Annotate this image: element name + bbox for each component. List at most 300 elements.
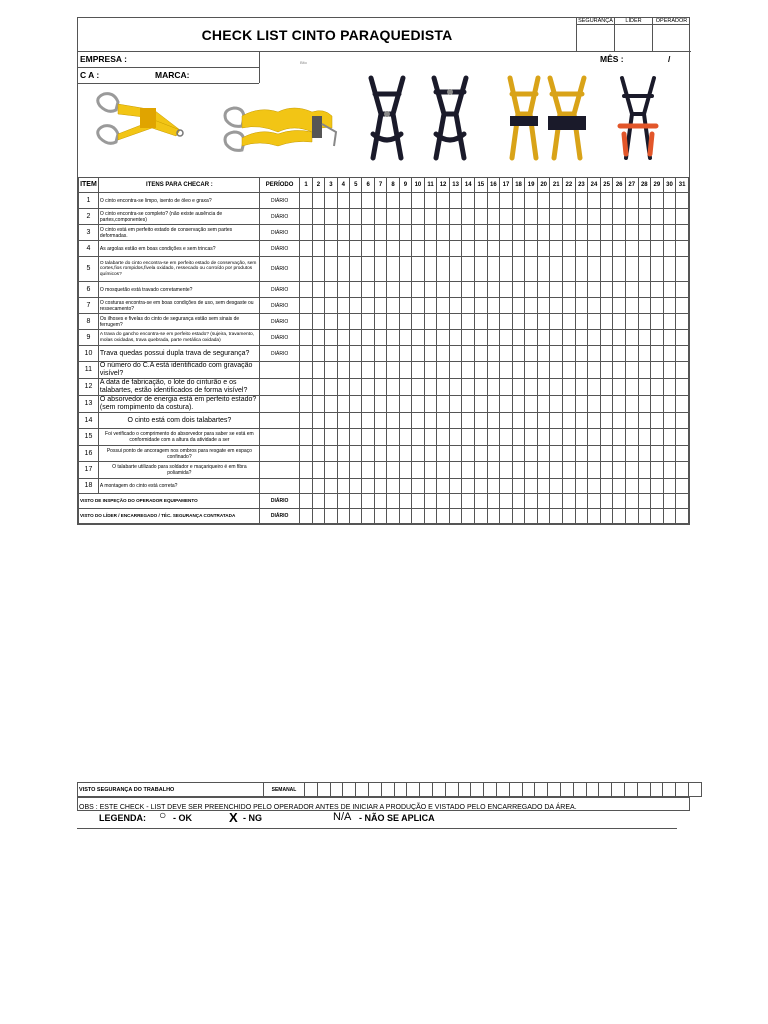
check-cell[interactable] (625, 209, 638, 225)
check-cell[interactable] (350, 379, 362, 396)
check-cell[interactable] (600, 282, 613, 298)
check-cell[interactable] (387, 241, 399, 257)
check-cell[interactable] (613, 379, 626, 396)
check-cell[interactable] (638, 241, 651, 257)
check-cell[interactable] (424, 282, 437, 298)
check-cell[interactable] (374, 446, 386, 462)
check-cell[interactable] (550, 446, 563, 462)
check-cell[interactable] (487, 282, 500, 298)
check-cell[interactable] (663, 413, 676, 429)
check-cell[interactable] (575, 346, 588, 362)
check-cell[interactable] (300, 509, 312, 524)
check-cell[interactable] (651, 494, 664, 509)
check-cell[interactable] (676, 209, 689, 225)
check-cell[interactable] (613, 257, 626, 282)
check-cell[interactable] (600, 479, 613, 494)
check-cell[interactable] (337, 193, 349, 209)
check-cell[interactable] (462, 257, 475, 282)
check-cell[interactable] (625, 396, 638, 413)
check-cell[interactable] (487, 509, 500, 524)
check-cell[interactable] (312, 193, 324, 209)
check-cell[interactable] (651, 298, 664, 314)
check-cell[interactable] (374, 509, 386, 524)
check-cell[interactable] (676, 479, 689, 494)
check-cell[interactable] (676, 241, 689, 257)
check-cell[interactable] (600, 494, 613, 509)
check-cell[interactable] (625, 241, 638, 257)
check-cell[interactable] (588, 346, 601, 362)
check-cell[interactable] (374, 462, 386, 479)
check-cell[interactable] (387, 346, 399, 362)
check-cell[interactable] (575, 429, 588, 446)
check-cell[interactable] (676, 282, 689, 298)
check-cell[interactable] (449, 241, 462, 257)
check-cell[interactable] (449, 209, 462, 225)
check-cell[interactable] (300, 396, 312, 413)
check-cell[interactable] (537, 241, 550, 257)
check-cell[interactable] (676, 509, 689, 524)
check-cell[interactable] (462, 509, 475, 524)
check-cell[interactable] (325, 494, 337, 509)
check-cell[interactable] (599, 783, 612, 797)
check-cell[interactable] (350, 429, 362, 446)
check-cell[interactable] (500, 362, 513, 379)
check-cell[interactable] (651, 396, 664, 413)
check-cell[interactable] (550, 396, 563, 413)
check-cell[interactable] (312, 314, 324, 330)
check-cell[interactable] (412, 241, 425, 257)
check-cell[interactable] (487, 241, 500, 257)
check-cell[interactable] (462, 330, 475, 346)
check-cell[interactable] (512, 446, 525, 462)
check-cell[interactable] (575, 509, 588, 524)
check-cell[interactable] (300, 298, 312, 314)
check-cell[interactable] (663, 330, 676, 346)
check-cell[interactable] (317, 783, 330, 797)
check-cell[interactable] (525, 298, 538, 314)
check-cell[interactable] (462, 241, 475, 257)
check-cell[interactable] (512, 429, 525, 446)
signature-lider[interactable] (614, 18, 652, 51)
check-cell[interactable] (638, 330, 651, 346)
check-cell[interactable] (300, 209, 312, 225)
check-cell[interactable] (550, 314, 563, 330)
check-cell[interactable] (651, 209, 664, 225)
check-cell[interactable] (399, 257, 411, 282)
check-cell[interactable] (424, 462, 437, 479)
check-cell[interactable] (337, 462, 349, 479)
check-cell[interactable] (350, 225, 362, 241)
check-cell[interactable] (462, 282, 475, 298)
check-cell[interactable] (437, 209, 450, 225)
check-cell[interactable] (651, 429, 664, 446)
check-cell[interactable] (487, 462, 500, 479)
check-cell[interactable] (449, 379, 462, 396)
check-cell[interactable] (638, 209, 651, 225)
check-cell[interactable] (663, 225, 676, 241)
check-cell[interactable] (600, 257, 613, 282)
check-cell[interactable] (575, 446, 588, 462)
check-cell[interactable] (437, 446, 450, 462)
check-cell[interactable] (663, 396, 676, 413)
check-cell[interactable] (487, 479, 500, 494)
check-cell[interactable] (407, 783, 420, 797)
check-cell[interactable] (337, 509, 349, 524)
check-cell[interactable] (500, 225, 513, 241)
check-cell[interactable] (350, 413, 362, 429)
check-cell[interactable] (638, 225, 651, 241)
check-cell[interactable] (350, 314, 362, 330)
check-cell[interactable] (588, 314, 601, 330)
check-cell[interactable] (550, 209, 563, 225)
check-cell[interactable] (676, 314, 689, 330)
check-cell[interactable] (412, 479, 425, 494)
check-cell[interactable] (625, 413, 638, 429)
check-cell[interactable] (475, 446, 488, 462)
check-cell[interactable] (575, 225, 588, 241)
check-cell[interactable] (325, 314, 337, 330)
check-cell[interactable] (625, 362, 638, 379)
check-cell[interactable] (412, 282, 425, 298)
check-cell[interactable] (300, 494, 312, 509)
check-cell[interactable] (613, 429, 626, 446)
check-cell[interactable] (588, 379, 601, 396)
check-cell[interactable] (651, 479, 664, 494)
check-cell[interactable] (462, 379, 475, 396)
check-cell[interactable] (651, 379, 664, 396)
check-cell[interactable] (350, 446, 362, 462)
check-cell[interactable] (475, 462, 488, 479)
check-cell[interactable] (424, 241, 437, 257)
check-cell[interactable] (600, 193, 613, 209)
check-cell[interactable] (550, 509, 563, 524)
check-cell[interactable] (412, 298, 425, 314)
check-cell[interactable] (387, 193, 399, 209)
check-cell[interactable] (325, 298, 337, 314)
check-cell[interactable] (676, 462, 689, 479)
check-cell[interactable] (387, 379, 399, 396)
check-cell[interactable] (337, 241, 349, 257)
check-cell[interactable] (663, 282, 676, 298)
check-cell[interactable] (588, 446, 601, 462)
check-cell[interactable] (537, 446, 550, 462)
check-cell[interactable] (638, 446, 651, 462)
check-cell[interactable] (362, 209, 374, 225)
check-cell[interactable] (437, 413, 450, 429)
check-cell[interactable] (588, 413, 601, 429)
check-cell[interactable] (525, 429, 538, 446)
check-cell[interactable] (424, 413, 437, 429)
check-cell[interactable] (563, 379, 576, 396)
check-cell[interactable] (563, 330, 576, 346)
check-cell[interactable] (330, 783, 343, 797)
check-cell[interactable] (563, 346, 576, 362)
check-cell[interactable] (600, 314, 613, 330)
check-cell[interactable] (487, 346, 500, 362)
check-cell[interactable] (676, 193, 689, 209)
check-cell[interactable] (563, 298, 576, 314)
check-cell[interactable] (362, 257, 374, 282)
check-cell[interactable] (487, 209, 500, 225)
check-cell[interactable] (350, 330, 362, 346)
check-cell[interactable] (663, 209, 676, 225)
check-cell[interactable] (563, 509, 576, 524)
check-cell[interactable] (350, 346, 362, 362)
check-cell[interactable] (374, 362, 386, 379)
check-cell[interactable] (613, 413, 626, 429)
check-cell[interactable] (424, 379, 437, 396)
check-cell[interactable] (312, 429, 324, 446)
check-cell[interactable] (663, 509, 676, 524)
check-cell[interactable] (550, 413, 563, 429)
check-cell[interactable] (575, 314, 588, 330)
check-cell[interactable] (500, 462, 513, 479)
check-cell[interactable] (424, 346, 437, 362)
check-cell[interactable] (625, 193, 638, 209)
check-cell[interactable] (362, 396, 374, 413)
check-cell[interactable] (613, 462, 626, 479)
check-cell[interactable] (663, 446, 676, 462)
check-cell[interactable] (638, 282, 651, 298)
check-cell[interactable] (437, 330, 450, 346)
check-cell[interactable] (462, 413, 475, 429)
check-cell[interactable] (475, 193, 488, 209)
check-cell[interactable] (537, 225, 550, 241)
check-cell[interactable] (350, 509, 362, 524)
check-cell[interactable] (487, 396, 500, 413)
check-cell[interactable] (300, 257, 312, 282)
check-cell[interactable] (525, 509, 538, 524)
check-cell[interactable] (350, 241, 362, 257)
check-cell[interactable] (337, 446, 349, 462)
check-cell[interactable] (663, 783, 676, 797)
check-cell[interactable] (374, 330, 386, 346)
check-cell[interactable] (600, 330, 613, 346)
check-cell[interactable] (600, 379, 613, 396)
check-cell[interactable] (424, 446, 437, 462)
check-cell[interactable] (487, 494, 500, 509)
check-cell[interactable] (362, 479, 374, 494)
check-cell[interactable] (487, 193, 500, 209)
check-cell[interactable] (325, 209, 337, 225)
check-cell[interactable] (676, 330, 689, 346)
check-cell[interactable] (625, 346, 638, 362)
check-cell[interactable] (625, 282, 638, 298)
check-cell[interactable] (399, 241, 411, 257)
check-cell[interactable] (300, 479, 312, 494)
check-cell[interactable] (399, 396, 411, 413)
check-cell[interactable] (362, 346, 374, 362)
check-cell[interactable] (399, 225, 411, 241)
check-cell[interactable] (362, 429, 374, 446)
check-cell[interactable] (449, 257, 462, 282)
check-cell[interactable] (387, 413, 399, 429)
check-cell[interactable] (512, 509, 525, 524)
check-cell[interactable] (638, 429, 651, 446)
check-cell[interactable] (560, 783, 573, 797)
check-cell[interactable] (575, 494, 588, 509)
check-cell[interactable] (458, 783, 471, 797)
check-cell[interactable] (512, 241, 525, 257)
check-cell[interactable] (550, 257, 563, 282)
check-cell[interactable] (475, 298, 488, 314)
check-cell[interactable] (663, 362, 676, 379)
check-cell[interactable] (525, 257, 538, 282)
check-cell[interactable] (337, 330, 349, 346)
check-cell[interactable] (537, 209, 550, 225)
check-cell[interactable] (563, 225, 576, 241)
check-cell[interactable] (537, 314, 550, 330)
check-cell[interactable] (600, 509, 613, 524)
check-cell[interactable] (537, 462, 550, 479)
check-cell[interactable] (522, 783, 535, 797)
check-cell[interactable] (638, 314, 651, 330)
check-cell[interactable] (462, 462, 475, 479)
check-cell[interactable] (550, 494, 563, 509)
check-cell[interactable] (512, 314, 525, 330)
check-cell[interactable] (350, 282, 362, 298)
check-cell[interactable] (362, 330, 374, 346)
check-cell[interactable] (663, 479, 676, 494)
check-cell[interactable] (537, 298, 550, 314)
check-cell[interactable] (637, 783, 650, 797)
check-cell[interactable] (475, 479, 488, 494)
check-cell[interactable] (462, 396, 475, 413)
check-cell[interactable] (563, 314, 576, 330)
check-cell[interactable] (537, 509, 550, 524)
check-cell[interactable] (525, 346, 538, 362)
check-cell[interactable] (512, 330, 525, 346)
check-cell[interactable] (356, 783, 369, 797)
check-cell[interactable] (550, 479, 563, 494)
check-cell[interactable] (362, 314, 374, 330)
check-cell[interactable] (550, 379, 563, 396)
check-cell[interactable] (512, 379, 525, 396)
check-cell[interactable] (412, 225, 425, 241)
check-cell[interactable] (573, 783, 586, 797)
check-cell[interactable] (676, 257, 689, 282)
check-cell[interactable] (399, 314, 411, 330)
check-cell[interactable] (300, 362, 312, 379)
check-cell[interactable] (600, 446, 613, 462)
check-cell[interactable] (362, 494, 374, 509)
check-cell[interactable] (525, 379, 538, 396)
check-cell[interactable] (325, 509, 337, 524)
check-cell[interactable] (449, 494, 462, 509)
check-cell[interactable] (412, 346, 425, 362)
check-cell[interactable] (412, 209, 425, 225)
check-cell[interactable] (350, 193, 362, 209)
check-cell[interactable] (337, 314, 349, 330)
check-cell[interactable] (449, 193, 462, 209)
check-cell[interactable] (449, 462, 462, 479)
check-cell[interactable] (500, 257, 513, 282)
check-cell[interactable] (484, 783, 497, 797)
check-cell[interactable] (424, 362, 437, 379)
check-cell[interactable] (676, 396, 689, 413)
check-cell[interactable] (676, 783, 689, 797)
check-cell[interactable] (462, 193, 475, 209)
check-cell[interactable] (350, 362, 362, 379)
check-cell[interactable] (387, 479, 399, 494)
check-cell[interactable] (600, 209, 613, 225)
check-cell[interactable] (449, 446, 462, 462)
check-cell[interactable] (387, 257, 399, 282)
check-cell[interactable] (663, 494, 676, 509)
check-cell[interactable] (588, 330, 601, 346)
check-cell[interactable] (350, 298, 362, 314)
check-cell[interactable] (613, 314, 626, 330)
check-cell[interactable] (676, 446, 689, 462)
check-cell[interactable] (676, 298, 689, 314)
check-cell[interactable] (600, 413, 613, 429)
check-cell[interactable] (525, 241, 538, 257)
check-cell[interactable] (437, 346, 450, 362)
check-cell[interactable] (387, 462, 399, 479)
check-cell[interactable] (588, 193, 601, 209)
check-cell[interactable] (374, 429, 386, 446)
check-cell[interactable] (437, 509, 450, 524)
check-cell[interactable] (300, 346, 312, 362)
check-cell[interactable] (500, 479, 513, 494)
check-cell[interactable] (638, 362, 651, 379)
check-cell[interactable] (475, 509, 488, 524)
check-cell[interactable] (651, 225, 664, 241)
check-cell[interactable] (437, 396, 450, 413)
check-cell[interactable] (399, 509, 411, 524)
check-cell[interactable] (337, 346, 349, 362)
check-cell[interactable] (563, 429, 576, 446)
check-cell[interactable] (449, 396, 462, 413)
check-cell[interactable] (563, 209, 576, 225)
check-cell[interactable] (412, 379, 425, 396)
check-cell[interactable] (362, 241, 374, 257)
check-cell[interactable] (337, 396, 349, 413)
check-cell[interactable] (462, 225, 475, 241)
check-cell[interactable] (625, 494, 638, 509)
check-cell[interactable] (449, 429, 462, 446)
check-cell[interactable] (387, 298, 399, 314)
check-cell[interactable] (563, 257, 576, 282)
check-cell[interactable] (525, 413, 538, 429)
check-cell[interactable] (449, 225, 462, 241)
check-cell[interactable] (312, 462, 324, 479)
signature-seguranca[interactable] (576, 18, 614, 51)
check-cell[interactable] (563, 193, 576, 209)
check-cell[interactable] (300, 193, 312, 209)
check-cell[interactable] (537, 413, 550, 429)
check-cell[interactable] (399, 330, 411, 346)
check-cell[interactable] (312, 282, 324, 298)
check-cell[interactable] (625, 257, 638, 282)
check-cell[interactable] (500, 314, 513, 330)
check-cell[interactable] (638, 193, 651, 209)
check-cell[interactable] (676, 494, 689, 509)
check-cell[interactable] (537, 257, 550, 282)
check-cell[interactable] (337, 282, 349, 298)
check-cell[interactable] (312, 330, 324, 346)
signature-operador[interactable] (652, 18, 690, 51)
check-cell[interactable] (663, 379, 676, 396)
check-cell[interactable] (300, 282, 312, 298)
check-cell[interactable] (487, 298, 500, 314)
check-cell[interactable] (462, 346, 475, 362)
check-cell[interactable] (387, 362, 399, 379)
check-cell[interactable] (325, 346, 337, 362)
check-cell[interactable] (613, 346, 626, 362)
check-cell[interactable] (424, 509, 437, 524)
check-cell[interactable] (600, 346, 613, 362)
